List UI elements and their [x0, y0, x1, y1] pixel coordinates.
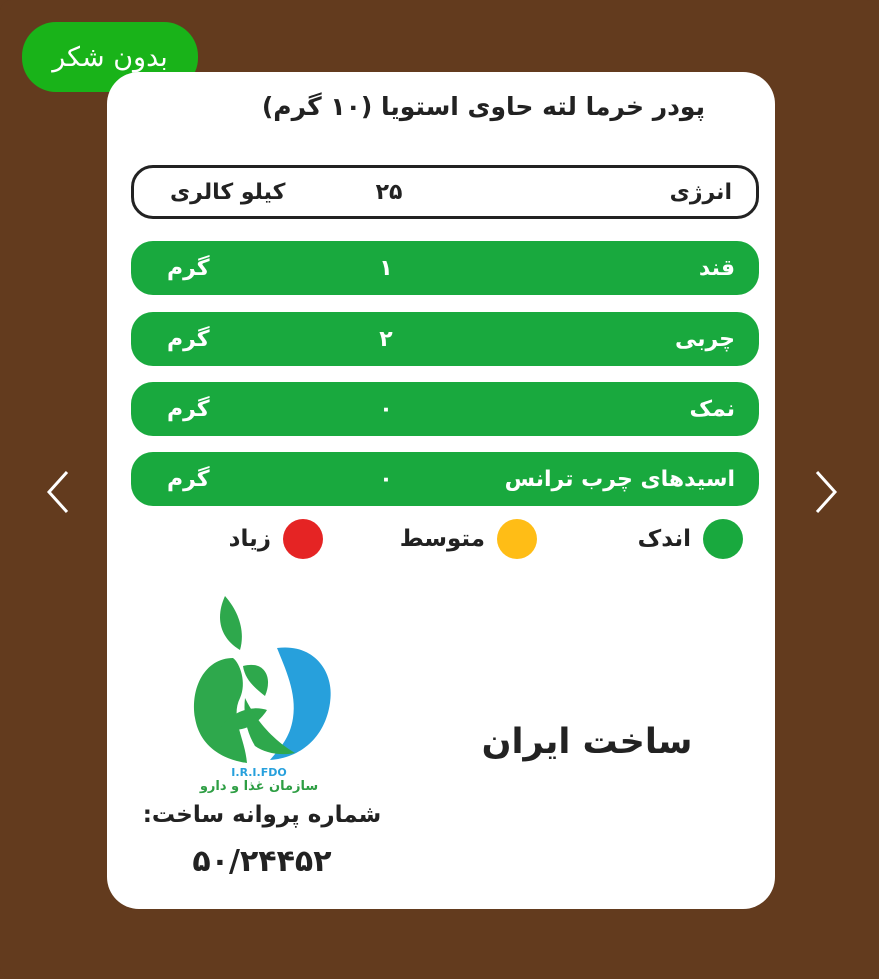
fdo-logo-icon: [185, 588, 345, 788]
badge-text: بدون شکر: [52, 41, 168, 73]
nutrient-unit: گرم: [167, 396, 210, 422]
product-title: پودر خرما لته حاوی استویا (۱۰ گرم): [261, 92, 705, 121]
red-dot-icon: [283, 519, 323, 559]
nutrient-value: ۰: [379, 396, 393, 422]
nutrient-value: ۰: [379, 466, 393, 492]
nutrient-label: چربی: [674, 326, 735, 352]
yellow-dot-icon: [497, 519, 537, 559]
nutrient-value: ۲: [379, 326, 393, 352]
nutrient-label: قند: [698, 255, 735, 281]
legend-medium: [400, 519, 537, 559]
energy-value: ۲۵: [375, 179, 403, 205]
previous-image-button[interactable]: [38, 470, 78, 514]
nutrient-label: نمک: [689, 396, 735, 422]
nutrient-value: ۱: [379, 255, 393, 281]
logo-name: سازمان غذا و دارو: [199, 779, 319, 794]
made-in-iran: ساخت ایران: [481, 722, 693, 762]
nutrient-unit: گرم: [167, 255, 210, 281]
nutrient-unit: گرم: [167, 466, 210, 492]
nutrient-label: اسیدهای چرب ترانس: [504, 466, 735, 492]
nutrient-row-trans-fat: [131, 452, 759, 506]
legend-high: [229, 519, 323, 559]
nutrition-panel: [107, 72, 775, 909]
nutrient-row-salt: [131, 382, 759, 436]
chevron-left-icon: [45, 470, 71, 514]
legend-label: اندک: [637, 526, 691, 552]
logo-caption: [185, 766, 333, 794]
nutrient-row-fat: [131, 312, 759, 366]
next-image-button[interactable]: [806, 470, 846, 514]
legend-label: زیاد: [228, 526, 271, 552]
energy-row: [131, 165, 759, 219]
permit-number: ۵۰/۲۴۴۵۲: [192, 844, 332, 879]
logo-abbreviation: I.R.I.FDO: [231, 766, 287, 779]
legend-low: [638, 519, 743, 559]
energy-label: انرژی: [669, 179, 732, 205]
legend-label: متوسط: [399, 526, 485, 552]
chevron-right-icon: [813, 470, 839, 514]
nutrient-row-sugar: [131, 241, 759, 295]
permit-label: شماره پروانه ساخت:: [142, 802, 382, 828]
nutrient-unit: گرم: [167, 326, 210, 352]
energy-unit: کیلو کالری: [170, 179, 286, 205]
green-dot-icon: [703, 519, 743, 559]
